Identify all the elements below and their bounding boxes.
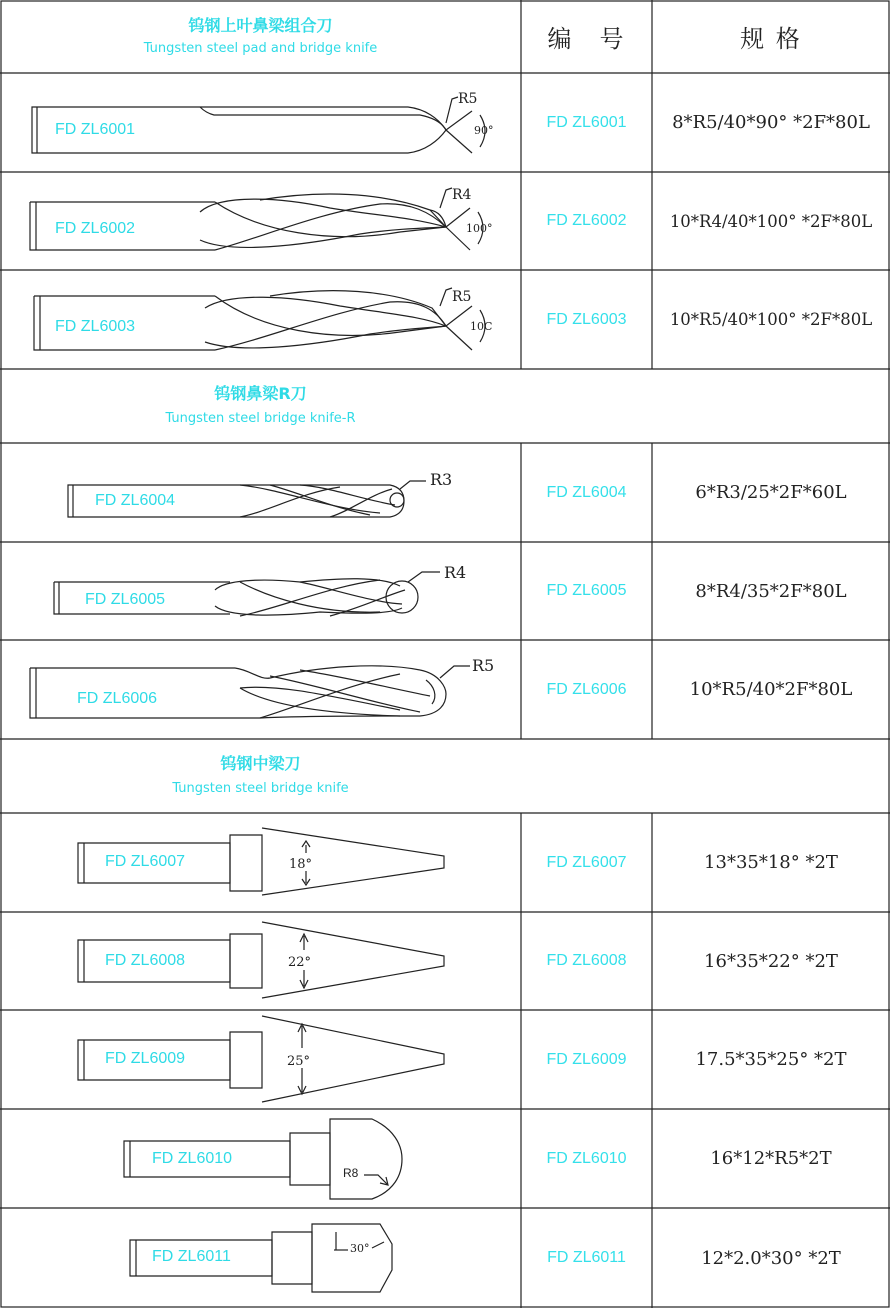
callout-label: R3 [430, 470, 453, 489]
product-spec: 8*R5/40*90° *2F*80L [672, 112, 870, 133]
tool-label: FD ZL6007 [105, 853, 186, 870]
section-title-cn: 钨钢鼻梁R刀 [214, 384, 307, 403]
product-code: FD ZL6010 [546, 1149, 627, 1167]
tool-label: FD ZL6003 [55, 318, 136, 335]
section-title-en: Tungsten steel bridge knife-R [165, 411, 356, 426]
product-code: FD ZL6007 [546, 853, 627, 871]
tool-drawing-zl6003 [0, 270, 520, 368]
product-code: FD ZL6003 [546, 310, 627, 328]
callout-label: R4 [452, 187, 472, 203]
tool-label: FD ZL6011 [152, 1248, 231, 1265]
product-spec: 10*R5/40*2F*80L [689, 679, 853, 700]
product-spec: 8*R4/35*2F*80L [695, 580, 847, 602]
product-code: FD ZL6011 [547, 1249, 626, 1266]
tool-label: FD ZL6009 [105, 1050, 186, 1067]
angle-label: 100° [466, 222, 493, 235]
header-title-en: Tungsten steel pad and bridge knife [143, 40, 378, 56]
angle-label: 22° [288, 955, 312, 970]
tool-label: FD ZL6001 [55, 121, 136, 138]
column-header-code: 编 号 [547, 25, 626, 53]
header-title-cell [0, 0, 521, 73]
product-spec: 13*35*18° *2T [704, 852, 838, 873]
tool-drawing-zl6009 [0, 1010, 520, 1108]
product-code: FD ZL6004 [546, 483, 627, 501]
tool-drawing-zl6005 [0, 542, 520, 640]
tool-label: FD ZL6008 [105, 952, 186, 969]
tool-drawing-zl6011 [0, 1208, 520, 1306]
section-header-r-knife [0, 369, 521, 443]
product-code: FD ZL6009 [546, 1050, 627, 1068]
product-spec: 17.5*35*25° *2T [695, 1049, 847, 1070]
tool-label: FD ZL6004 [95, 492, 176, 509]
product-code: FD ZL6008 [546, 952, 627, 969]
angle-label: 90° [474, 124, 494, 137]
tool-label: FD ZL6005 [85, 591, 166, 608]
product-spec: 6*R3/25*2F*60L [695, 482, 847, 503]
product-code: FD ZL6002 [546, 212, 627, 229]
callout-label: R4 [444, 563, 467, 582]
tool-drawing-zl6001 [0, 73, 520, 171]
product-spec: 10*R4/40*100° *2F*80L [669, 211, 873, 231]
tool-label: FD ZL6010 [152, 1150, 233, 1167]
angle-label: 30° [350, 1242, 370, 1255]
angle-label: 18° [289, 857, 313, 872]
callout-label: R8 [343, 1166, 359, 1180]
column-header-spec: 规 格 [740, 25, 802, 53]
tool-drawing-zl6004 [0, 443, 520, 541]
product-spec: 16*35*22° *2T [704, 950, 838, 972]
tool-label: FD ZL6002 [55, 220, 136, 237]
tool-drawing-zl6010 [0, 1109, 520, 1207]
section-title-en: Tungsten steel bridge knife [172, 781, 349, 796]
angle-label: 10C [470, 320, 493, 333]
product-code: FD ZL6001 [546, 113, 627, 131]
product-spec: 10*R5/40*100° *2F*80L [669, 310, 873, 329]
callout-label: R5 [472, 656, 495, 675]
product-code: FD ZL6006 [546, 680, 627, 698]
header-title-cn: 钨钢上叶鼻梁组合刀 [188, 15, 333, 35]
callout-label: R5 [452, 289, 472, 305]
section-header-bridge-knife [0, 739, 521, 813]
angle-label: 25° [287, 1054, 311, 1069]
product-spec: 12*2.0*30° *2T [701, 1247, 841, 1269]
tool-drawing-zl6002 [0, 172, 520, 270]
tool-drawing-zl6007 [0, 813, 520, 911]
product-code: FD ZL6005 [546, 582, 627, 599]
section-title-cn: 钨钢中梁刀 [220, 754, 301, 773]
tool-drawing-zl6008 [0, 912, 520, 1010]
product-spec: 16*12*R5*2T [710, 1148, 832, 1169]
tool-drawing-zl6006 [0, 640, 520, 738]
tool-label: FD ZL6006 [77, 690, 158, 707]
callout-label: R5 [458, 91, 478, 107]
